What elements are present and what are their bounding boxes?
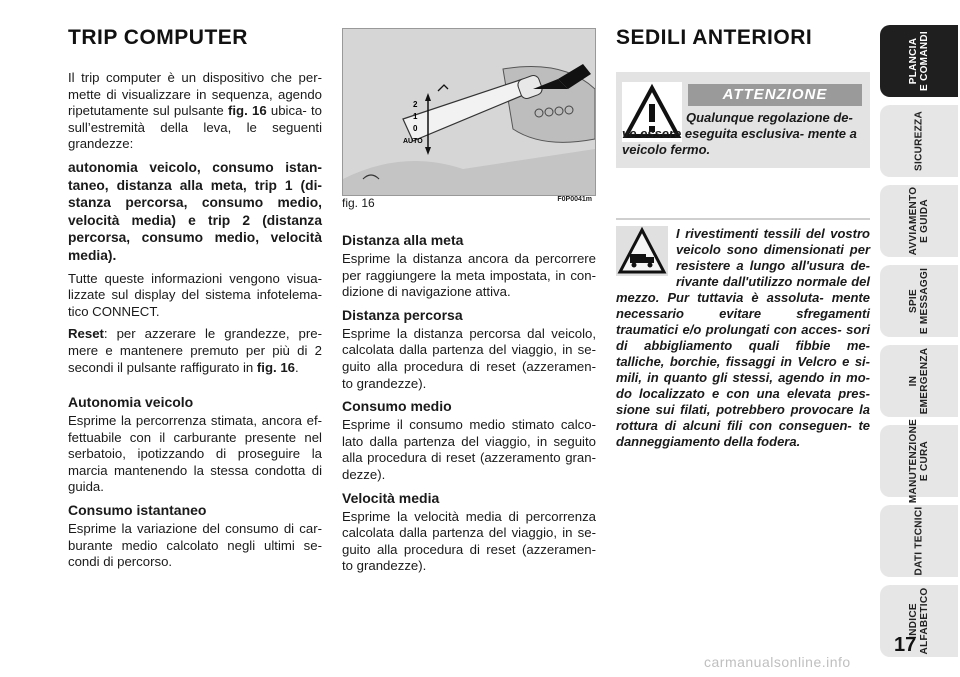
lever-label-2: 2 xyxy=(413,100,418,109)
reset-end: . xyxy=(295,359,299,375)
distanza-percorsa-heading: Distanza percorsa xyxy=(342,306,463,323)
reset-fig-ref[interactable]: fig. 16 xyxy=(256,359,296,375)
tab-indice-alfabetico[interactable] xyxy=(880,585,958,657)
tab-label: SPIE E MESSAGGI xyxy=(908,267,930,335)
distanza-meta-paragraph: Esprime la distanza ancora da percorrere per raggiungere la meta impostata, in con- dizione di navigazione attiva. xyxy=(342,251,596,300)
tab-label: DATI TECNICI xyxy=(913,506,925,576)
tab-plancia-e-comandi[interactable] xyxy=(880,25,958,97)
lead-paragraph xyxy=(68,159,322,265)
tab-in-emergenza[interactable] xyxy=(880,345,958,417)
warning-badge: ATTENZIONE xyxy=(688,84,862,106)
page-title-sedili: SEDILI ANTERIORI xyxy=(616,26,813,49)
intro-paragraph xyxy=(68,70,322,153)
tab-label: AVVIAMENTO E GUIDA xyxy=(908,186,930,256)
distanza-meta-heading: Distanza alla meta xyxy=(342,232,464,248)
lever-label-0: 0 xyxy=(413,124,418,133)
consumo-medio-paragraph: Esprime il consumo medio stimato calco- lato dalla partenza del viaggio, in seguito alla procedura di reset (azzeramento gran- dezze). xyxy=(342,417,596,482)
page-title-trip-computer: TRIP COMPUTER xyxy=(68,26,248,49)
environment-truck-icon xyxy=(616,226,668,276)
intro-text-a: Il trip computer è un dispositivo che per- mette di visualizzare in sequenza, agendo ripetutamente sul pulsante xyxy=(68,70,322,119)
warning-box xyxy=(616,72,870,168)
tab-avviamento-e-guida[interactable] xyxy=(880,185,958,257)
tab-manutenzione-e-cura[interactable] xyxy=(880,418,958,504)
left-column xyxy=(68,70,322,577)
reset-label: Reset xyxy=(68,326,104,342)
tab-sicurezza[interactable] xyxy=(880,105,958,177)
velocita-media-heading: Velocità media xyxy=(342,489,440,506)
figure-caption-text: fig. 16 xyxy=(342,196,375,210)
intro-fig-ref[interactable]: fig. 16 xyxy=(228,103,267,119)
tab-label: SICUREZZA xyxy=(913,111,925,171)
tab-label: INDICE ALFABETICO xyxy=(908,587,930,655)
section-divider xyxy=(616,218,870,220)
consumo-medio-heading: Consumo medio xyxy=(342,398,452,415)
lever-drawing xyxy=(343,29,595,195)
consumo-istantaneo-paragraph: Esprime la variazione del consumo di car- burante medio calcolato negli ultimi se- condi di percorso. xyxy=(68,521,322,570)
reset-paragraph xyxy=(68,326,322,376)
lead-text: autonomia veicolo, consumo istan- taneo, distanza alla meta, trip 1 (di- stanza percorsa, consumo medio, velocità media) e trip 2 (distanza percorsa, consumo medio, velocità media) xyxy=(68,159,322,263)
lead-end: . xyxy=(112,247,117,263)
lever-label-auto: AUTO xyxy=(403,138,423,145)
autonomia-heading: Autonomia veicolo xyxy=(68,394,194,411)
note-box xyxy=(616,226,870,450)
lever-label-1: 1 xyxy=(413,112,418,121)
velocita-media-paragraph: Esprime la velocità media di percorrenza calcolata dalla partenza del viaggio, in se- guito alla procedura di reset (azzeramen- to grandezze). xyxy=(342,508,596,574)
middle-column xyxy=(342,232,596,581)
figure-caption xyxy=(342,196,594,210)
figure-code: F0P0041m xyxy=(557,196,592,203)
note-text: I rivestimenti tessili del vostro veicolo sono dimensionati per resistere a lungo all'usura de- rivante dall'utilizzo normale del mezzo. Pur tuttavia è assoluta- mente necessario evitare sfregamenti traumatici e/o prolungati con acces- sori di abbigliamento quali fibbie me- talliche, borchie, fissaggi in Velcro e si- mili, in quanto gli stessi, agendo in mo- do localizzato e con una elevata pres- sione sui filati, potrebbero provocare la rottura di alcuni fili con conseguen- te danneggiamento della fodera. xyxy=(616,226,870,449)
autonomia-paragraph: Esprime la percorrenza stimata, ancora ef- fettuabile con il carburante presente nel serbatoio, ipotizzando di proseguire la marcia mantenendo la stessa condotta di guida. xyxy=(68,413,322,495)
distanza-percorsa-paragraph: Esprime la distanza percorsa dal veicolo, calcolata dalla partenza del viaggio, in se- guito alla procedura di reset (azzeramen- to grandezze). xyxy=(342,325,596,391)
tab-label: MANUTENZIONE E CURA xyxy=(908,418,930,504)
warning-text xyxy=(622,110,864,158)
display-paragraph: Tutte queste informazioni vengono visua- lizzate sul display del sistema infotelema- tico CONNECT. xyxy=(68,270,322,319)
warning-text-content: Qualunque regolazione de- ve essere eseguita esclusiva- mente a veicolo fermo. xyxy=(622,110,857,157)
page-number: 17 xyxy=(894,634,917,656)
intro-text-b: ubica- to sull’estremità della leva, le seguenti grandezze: xyxy=(68,103,322,152)
tab-spie-e-messaggi[interactable] xyxy=(880,265,958,337)
watermark: carmanualsonline.info xyxy=(704,654,851,670)
consumo-istantaneo-heading: Consumo istantaneo xyxy=(68,502,207,519)
tab-label: PLANCIA E COMANDI xyxy=(908,31,930,91)
tab-dati-tecnici[interactable] xyxy=(880,505,958,577)
reset-text: : per azzerare le grandezze, pre- mere e mantenere premuto per più di 2 secondi il pulsante raffigurato in xyxy=(68,326,322,375)
figure-16-lever-illustration xyxy=(342,28,596,196)
tab-label: IN EMERGENZA xyxy=(908,347,930,415)
